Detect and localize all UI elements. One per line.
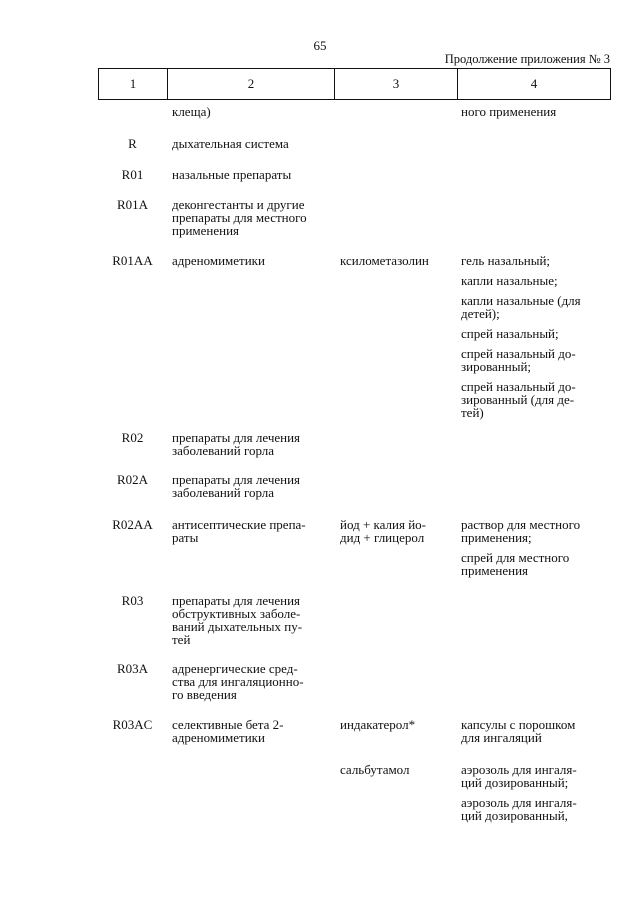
dosage-form-item [461, 763, 606, 789]
dosage-form-line: детей); [461, 306, 500, 321]
group-line: препараты для местного [172, 210, 307, 225]
medicinal-substance [340, 254, 455, 267]
dosage-form-line: ного применения [461, 104, 557, 119]
group-line: препараты для лечения [172, 430, 301, 445]
header-cell-2: 2 [168, 69, 335, 99]
group-line: адреномиметики [172, 730, 265, 745]
anatomical-group [172, 431, 332, 457]
dosage-form-line: зированный (для де- [461, 392, 575, 407]
continuation-label: Продолжение приложения № 3 [444, 52, 610, 66]
group-line: деконгестанты и другие [172, 197, 305, 212]
group-line: тей [172, 632, 191, 647]
dosage-forms [461, 763, 606, 829]
page-number: 65 [313, 38, 327, 53]
anatomical-group [172, 198, 332, 237]
atc-code: R03A [116, 661, 149, 676]
dosage-form-line: спрей назальный до- [461, 379, 576, 394]
dosage-form-line: для ингаляций [461, 730, 542, 745]
header-cell-4: 4 [530, 76, 538, 91]
dosage-form-line: тей) [461, 405, 484, 420]
header-cell-1: 1 [99, 69, 168, 99]
anatomical-group [172, 137, 332, 150]
dosage-form-item [461, 105, 606, 118]
dosage-form-line: раствор для местного [461, 517, 581, 532]
header-cell-3: 3 [335, 69, 458, 99]
anatomical-group [172, 473, 332, 499]
group-line: адренергические сред- [172, 661, 298, 676]
dosage-forms [461, 254, 606, 426]
dosage-form-item [461, 380, 606, 419]
group-line: обструктивных заболе- [172, 606, 301, 621]
dosage-form-item [461, 274, 606, 287]
atc-code: R01 [121, 167, 144, 182]
dosage-form-item [461, 551, 606, 577]
atc-code: R03AC [112, 717, 153, 732]
group-line: дыхательная система [172, 136, 289, 151]
anatomical-group [172, 168, 332, 181]
medicinal-substance [340, 718, 455, 731]
group-line: препараты для лечения [172, 472, 301, 487]
dosage-form-item [461, 796, 606, 822]
group-line: антисептические препа- [172, 517, 306, 532]
atc-code: R01A [116, 197, 149, 212]
group-line: клеща) [172, 104, 211, 119]
medicinal-substance [340, 518, 455, 544]
dosage-form-item [461, 294, 606, 320]
dosage-form-line: спрей назальный; [461, 326, 559, 341]
dosage-form-item [461, 254, 606, 267]
dosage-form-line: гель назальный; [461, 253, 551, 268]
dosage-form-line: применения [461, 563, 529, 578]
dosage-form-line: спрей для местного [461, 550, 570, 565]
substance-line: индакатерол* [340, 717, 416, 732]
dosage-form-line: спрей назальный до- [461, 346, 576, 361]
anatomical-group [172, 105, 332, 118]
dosage-form-line: аэрозоль для ингаля- [461, 795, 577, 810]
group-line: препараты для лечения [172, 593, 301, 608]
anatomical-group [172, 594, 332, 646]
dosage-form-item [461, 518, 606, 544]
dosage-form-line: ций дозированный, [461, 808, 568, 823]
dosage-form-line: капли назальные (для [461, 293, 581, 308]
dosage-form-line: капсулы с порошком [461, 717, 576, 732]
anatomical-group [172, 662, 332, 701]
dosage-form-item [461, 718, 606, 744]
dosage-form-item [461, 347, 606, 373]
dosage-forms [461, 105, 606, 125]
group-line: селективные бета 2- [172, 717, 284, 732]
anatomical-group [172, 518, 332, 544]
group-line: заболеваний горла [172, 485, 275, 500]
medicinal-substance [340, 763, 455, 776]
dosage-forms [461, 518, 606, 584]
dosage-form-line: капли назальные; [461, 273, 558, 288]
atc-code: R01AA [112, 253, 153, 268]
atc-code: R02 [121, 430, 144, 445]
dosage-form-line: ций дозированный; [461, 775, 569, 790]
substance-line: сальбутамол [340, 762, 410, 777]
group-line: го введения [172, 687, 237, 702]
dosage-form-line: зированный; [461, 359, 532, 374]
dosage-forms [461, 718, 606, 751]
group-line: назальные препараты [172, 167, 292, 182]
dosage-form-line: применения; [461, 530, 532, 545]
group-line: адреномиметики [172, 253, 265, 268]
anatomical-group [172, 254, 332, 267]
atc-code: R02AA [112, 517, 153, 532]
dosage-form-line: аэрозоль для ингаля- [461, 762, 577, 777]
dosage-form-item [461, 327, 606, 340]
group-line: заболеваний горла [172, 443, 275, 458]
group-line: ства для ингаляционно- [172, 674, 304, 689]
group-line: ваний дыхательных пу- [172, 619, 303, 634]
atc-code: R03 [121, 593, 144, 608]
atc-code: R [128, 136, 137, 151]
substance-line: йод + калия йо- [340, 517, 426, 532]
atc-code: R02A [116, 472, 149, 487]
substance-line: дид + глицерол [340, 530, 425, 545]
anatomical-group [172, 718, 332, 744]
substance-line: ксилометазолин [340, 253, 429, 268]
group-line: раты [172, 530, 199, 545]
group-line: применения [172, 223, 240, 238]
